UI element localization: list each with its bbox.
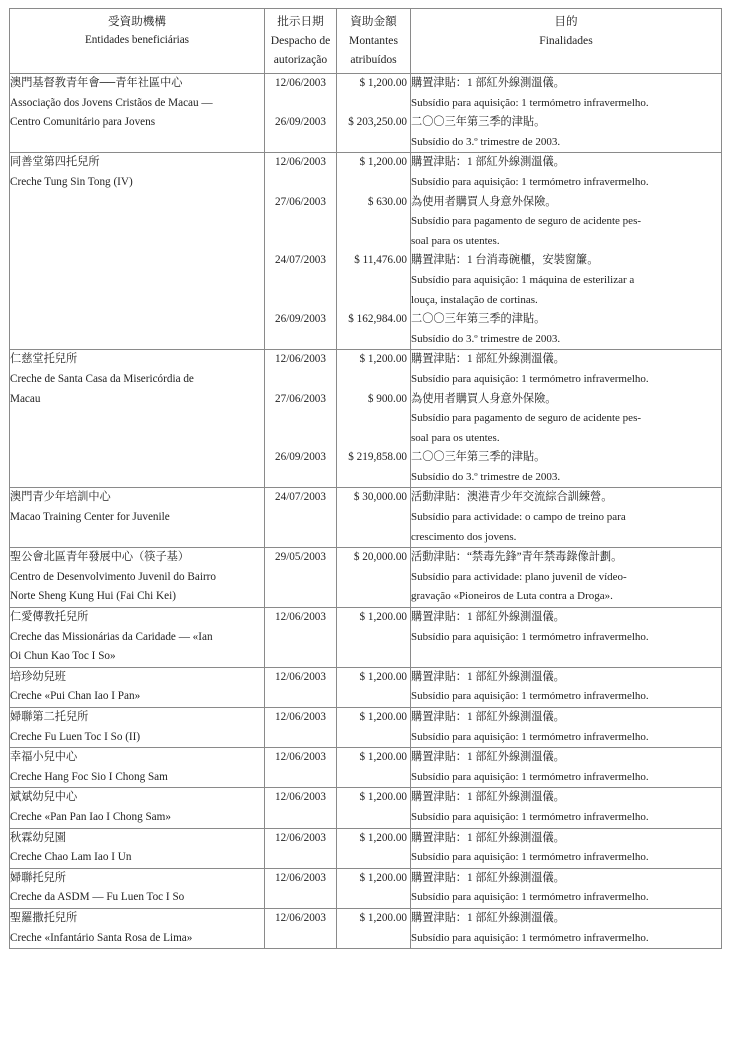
date-value: 26/09/2003 <box>275 451 326 464</box>
entity-name-zh: 聖羅撒托兒所 <box>10 911 78 924</box>
header-date-pt-2: autorização <box>273 53 328 66</box>
date-value: 27/06/2003 <box>275 392 326 405</box>
entity-cell <box>10 828 265 868</box>
entity-name-zh: 幸福小兒中心 <box>10 751 78 764</box>
entity-name-zh: 婦聯托兒所 <box>10 871 66 884</box>
purpose-pt: Subsídio para aquisição: 1 termómetro infravermelho. <box>411 96 649 109</box>
table-row <box>10 868 722 908</box>
purpose-pt: Subsídio para aquisição: 1 termómetro infravermelho. <box>411 690 649 703</box>
header-entities-zh: 受資助機構 <box>108 15 166 28</box>
entity-name-zh: 斌斌幼兒中心 <box>10 791 78 804</box>
amount-value: $ 900.00 <box>367 392 407 405</box>
header-amount <box>337 9 411 74</box>
header-amount-pt-2: atribuídos <box>350 53 397 66</box>
purpose-zh: 購置津貼：1 部紅外線測溫儀。 <box>411 911 565 924</box>
date-value: 12/06/2003 <box>275 911 326 924</box>
purpose-pt: gravação «Pioneiros de Luta contra a Droga». <box>411 590 613 603</box>
date-value: 12/06/2003 <box>275 791 326 804</box>
table-row <box>10 667 722 707</box>
purpose-pt: Subsídio do 3.º trimestre de 2003. <box>411 470 561 483</box>
purpose-zh: 購置津貼：1 部紅外線測溫儀。 <box>411 611 565 624</box>
purpose-pt: Subsídio para aquisição: 1 termómetro infravermelho. <box>411 175 649 188</box>
date-value: 12/06/2003 <box>275 751 326 764</box>
purpose-cell <box>411 788 722 828</box>
table-row <box>10 748 722 788</box>
date-value: 26/09/2003 <box>275 313 326 326</box>
entity-name-zh: 仁愛傳教托兒所 <box>10 611 89 624</box>
purpose-pt: Subsídio para aquisição: 1 termómetro infravermelho. <box>411 891 649 904</box>
date-value: 27/06/2003 <box>275 195 326 208</box>
amount-value: $ 1,200.00 <box>359 156 407 169</box>
entity-name-zh: 聖公會北區青年發展中心（筷子基） <box>10 551 190 564</box>
entity-cell <box>10 548 265 608</box>
table-row <box>10 908 722 948</box>
header-entities <box>10 9 265 74</box>
purpose-cell <box>411 667 722 707</box>
amount-value: $ 1,200.00 <box>359 871 407 884</box>
amount-value: $ 1,200.00 <box>359 791 407 804</box>
entity-name-pt: Macau <box>10 392 41 405</box>
date-cell <box>265 828 337 868</box>
amount-value: $ 20,000.00 <box>353 551 407 564</box>
amount-cell <box>337 708 411 748</box>
entity-cell <box>10 908 265 948</box>
table-row <box>10 153 722 350</box>
amount-cell <box>337 74 411 153</box>
date-cell <box>265 748 337 788</box>
purpose-cell <box>411 153 722 350</box>
purpose-pt: Subsídio para aquisição: 1 termómetro infravermelho. <box>411 810 649 823</box>
entity-cell <box>10 153 265 350</box>
entity-name-pt: Creche «Infantário Santa Rosa de Lima» <box>10 931 193 944</box>
table-row <box>10 74 722 153</box>
entity-name-zh: 澳門青少年培訓中心 <box>10 491 111 504</box>
header-row <box>10 9 722 74</box>
purpose-cell <box>411 74 722 153</box>
table-row <box>10 608 722 668</box>
header-entities-pt: Entidades beneficiárias <box>84 34 190 46</box>
purpose-zh: 活動津貼：澳港青少年交流綜合訓練營。 <box>411 491 613 504</box>
purpose-cell <box>411 488 722 548</box>
date-value: 12/06/2003 <box>275 670 326 683</box>
amount-value: $ 30,000.00 <box>353 491 407 504</box>
entity-name-zh: 婦聯第二托兒所 <box>10 711 89 723</box>
table-row <box>10 548 722 608</box>
table-row <box>10 708 722 748</box>
purpose-pt: Subsídio para aquisição: 1 termómetro infravermelho. <box>411 770 649 783</box>
amount-cell <box>337 748 411 788</box>
date-cell <box>265 788 337 828</box>
purpose-pt: louça, instalação de cortinas. <box>411 293 538 306</box>
amount-cell <box>337 608 411 668</box>
purpose-zh: 購置津貼：1 部紅外線測溫儀。 <box>411 156 565 169</box>
amount-cell <box>337 908 411 948</box>
amount-cell <box>337 868 411 908</box>
date-cell <box>265 608 337 668</box>
entity-name-pt: Creche Fu Luen Toc I So (II) <box>10 730 141 743</box>
table-row <box>10 488 722 548</box>
purpose-pt: Subsídio para aquisição: 1 termómetro infravermelho. <box>411 851 649 864</box>
entity-cell <box>10 608 265 668</box>
date-value: 12/06/2003 <box>275 711 326 723</box>
entity-cell <box>10 488 265 548</box>
date-value: 24/07/2003 <box>275 254 326 267</box>
entity-name-pt: Creche Chao Lam Iao I Un <box>10 851 132 864</box>
purpose-pt: soal para os utentes. <box>411 234 500 247</box>
purpose-cell <box>411 868 722 908</box>
purpose-zh: 為使用者購買人身意外保險。 <box>411 195 557 208</box>
date-cell <box>265 667 337 707</box>
amount-value: $ 1,200.00 <box>359 353 407 366</box>
header-amount-pt-1: Montantes <box>349 34 398 47</box>
purpose-zh: 二〇〇三年第三季的津貼。 <box>411 313 546 326</box>
entity-name-pt: Creche das Missionárias da Caridade — «Ian <box>10 630 213 643</box>
date-cell <box>265 708 337 748</box>
entity-name-zh: 秋霖幼兒園 <box>10 831 66 844</box>
purpose-zh: 購置津貼：1 部紅外線測溫儀。 <box>411 670 565 683</box>
amount-value: $ 11,476.00 <box>354 254 407 267</box>
purpose-zh: 購置津貼：1 部紅外線測溫儀。 <box>411 711 565 723</box>
amount-value: $ 630.00 <box>367 195 407 208</box>
entity-cell <box>10 350 265 488</box>
date-cell <box>265 908 337 948</box>
purpose-cell <box>411 548 722 608</box>
amount-value: $ 1,200.00 <box>359 751 407 764</box>
purpose-pt: Subsídio para aquisição: 1 termómetro infravermelho. <box>411 730 649 743</box>
amount-cell <box>337 828 411 868</box>
date-cell <box>265 548 337 608</box>
amount-cell <box>337 350 411 488</box>
entity-cell <box>10 748 265 788</box>
date-value: 29/05/2003 <box>275 551 326 564</box>
amount-value: $ 1,200.00 <box>359 670 407 683</box>
amount-cell <box>337 488 411 548</box>
entity-cell <box>10 667 265 707</box>
date-cell <box>265 868 337 908</box>
purpose-pt: Subsídio para pagamento de seguro de acidente pes- <box>411 412 642 425</box>
entity-name-pt: Norte Sheng Kung Hui (Fai Chi Kei) <box>10 590 176 603</box>
subsidy-table <box>9 8 722 949</box>
amount-value: $ 219,858.00 <box>348 451 407 464</box>
date-cell <box>265 488 337 548</box>
date-value: 24/07/2003 <box>275 491 326 504</box>
table-row <box>10 828 722 868</box>
date-value: 12/06/2003 <box>275 831 326 844</box>
purpose-zh: 購置津貼：1 部紅外線測溫儀。 <box>411 353 565 366</box>
entity-name-pt: Creche da ASDM — Fu Luen Toc I So <box>10 891 185 904</box>
header-date-zh: 批示日期 <box>277 15 324 28</box>
purpose-zh: 購置津貼：1 部紅外線測溫儀。 <box>411 831 565 844</box>
purpose-zh: 二〇〇三年第三季的津貼。 <box>411 451 546 464</box>
purpose-cell <box>411 748 722 788</box>
purpose-zh: 購置津貼：1 部紅外線測溫儀。 <box>411 871 565 884</box>
purpose-pt: Subsídio do 3.º trimestre de 2003. <box>411 135 561 148</box>
table-row <box>10 788 722 828</box>
amount-value: $ 1,200.00 <box>359 77 407 89</box>
header-purpose-zh: 目的 <box>554 15 578 28</box>
purpose-pt: crescimento dos jovens. <box>411 530 517 543</box>
purpose-pt: Subsídio para pagamento de seguro de acidente pes- <box>411 215 642 228</box>
purpose-pt: Subsídio para aquisição: 1 termómetro infravermelho. <box>411 931 649 944</box>
purpose-zh: 二〇〇三年第三季的津貼。 <box>411 116 546 129</box>
entity-cell <box>10 788 265 828</box>
purpose-cell <box>411 908 722 948</box>
amount-value: $ 162,984.00 <box>348 313 407 326</box>
entity-name-zh: 仁慈堂托兒所 <box>10 353 78 366</box>
purpose-pt: Subsídio para actividade: plano juvenil de vídeo- <box>411 570 627 583</box>
header-purpose <box>411 9 722 74</box>
entity-cell <box>10 708 265 748</box>
purpose-zh: 購置津貼：1 部紅外線測溫儀。 <box>411 751 565 764</box>
date-value: 12/06/2003 <box>275 611 326 624</box>
entity-name-pt: Oi Chun Kao Toc I So» <box>10 650 116 663</box>
date-cell <box>265 74 337 153</box>
entity-name-zh: 培珍幼兒班 <box>10 670 66 683</box>
header-amount-zh: 資助金額 <box>350 15 397 28</box>
amount-cell <box>337 548 411 608</box>
purpose-cell <box>411 708 722 748</box>
purpose-zh: 為使用者購買人身意外保險。 <box>411 392 557 405</box>
entity-name-pt: Creche «Pan Pan Iao I Chong Sam» <box>10 810 171 823</box>
entity-name-zh: 同善堂第四托兒所 <box>10 156 100 169</box>
amount-value: $ 1,200.00 <box>359 831 407 844</box>
amount-cell <box>337 788 411 828</box>
date-value: 12/06/2003 <box>275 77 326 89</box>
purpose-pt: Subsídio para aquisição: 1 termómetro infravermelho. <box>411 630 649 643</box>
entity-name-pt: Creche Hang Foc Sio I Chong Sam <box>10 770 168 783</box>
amount-value: $ 1,200.00 <box>359 911 407 924</box>
date-cell <box>265 350 337 488</box>
date-cell <box>265 153 337 350</box>
entity-name-pt: Creche Tung Sin Tong (IV) <box>10 175 133 188</box>
header-date <box>265 9 337 74</box>
purpose-pt: Subsídio para aquisição: 1 máquina de esterilizar a <box>411 273 635 286</box>
purpose-zh: 活動津貼：“禁毒先鋒”青年禁毒錄像計劃。 <box>411 551 623 564</box>
table-row <box>10 350 722 488</box>
purpose-cell <box>411 828 722 868</box>
date-value: 12/06/2003 <box>275 871 326 884</box>
date-value: 12/06/2003 <box>275 353 326 366</box>
entity-name-pt: Macao Training Center for Juvenile <box>10 511 170 524</box>
entity-cell <box>10 74 265 153</box>
date-value: 12/06/2003 <box>275 156 326 169</box>
amount-cell <box>337 153 411 350</box>
purpose-zh: 購置津貼：1 台消毒碗櫃，安裝窗簾。 <box>411 254 599 267</box>
entity-name-pt: Creche de Santa Casa da Misericórdia de <box>10 372 194 385</box>
purpose-pt: soal para os utentes. <box>411 431 500 444</box>
amount-value: $ 203,250.00 <box>348 116 407 129</box>
entity-cell <box>10 868 265 908</box>
date-value: 26/09/2003 <box>275 116 326 129</box>
header-purpose-pt: Finalidades <box>539 34 593 47</box>
entity-name-pt: Creche «Pui Chan Iao I Pan» <box>10 690 141 703</box>
amount-value: $ 1,200.00 <box>359 711 407 723</box>
purpose-pt: Subsídio para actividade: o campo de treino para <box>411 511 626 524</box>
entity-name-pt: Centro de Desenvolvimento Juvenil do Bairro <box>10 570 216 583</box>
purpose-cell <box>411 350 722 488</box>
header-date-pt-1: Despacho de <box>270 34 331 47</box>
entity-name-pt: Centro Comunitário para Jovens <box>10 116 156 129</box>
purpose-pt: Subsídio para aquisição: 1 termómetro infravermelho. <box>411 372 649 385</box>
purpose-cell <box>411 608 722 668</box>
purpose-zh: 購置津貼：1 部紅外線測溫儀。 <box>411 77 565 89</box>
entity-name-pt: Associação dos Jovens Cristãos de Macau — <box>10 96 213 109</box>
purpose-zh: 購置津貼：1 部紅外線測溫儀。 <box>411 791 565 804</box>
entity-name-zh: 澳門基督教青年會──青年社區中心 <box>10 77 183 89</box>
amount-value: $ 1,200.00 <box>359 611 407 624</box>
purpose-pt: Subsídio do 3.º trimestre de 2003. <box>411 332 561 345</box>
amount-cell <box>337 667 411 707</box>
